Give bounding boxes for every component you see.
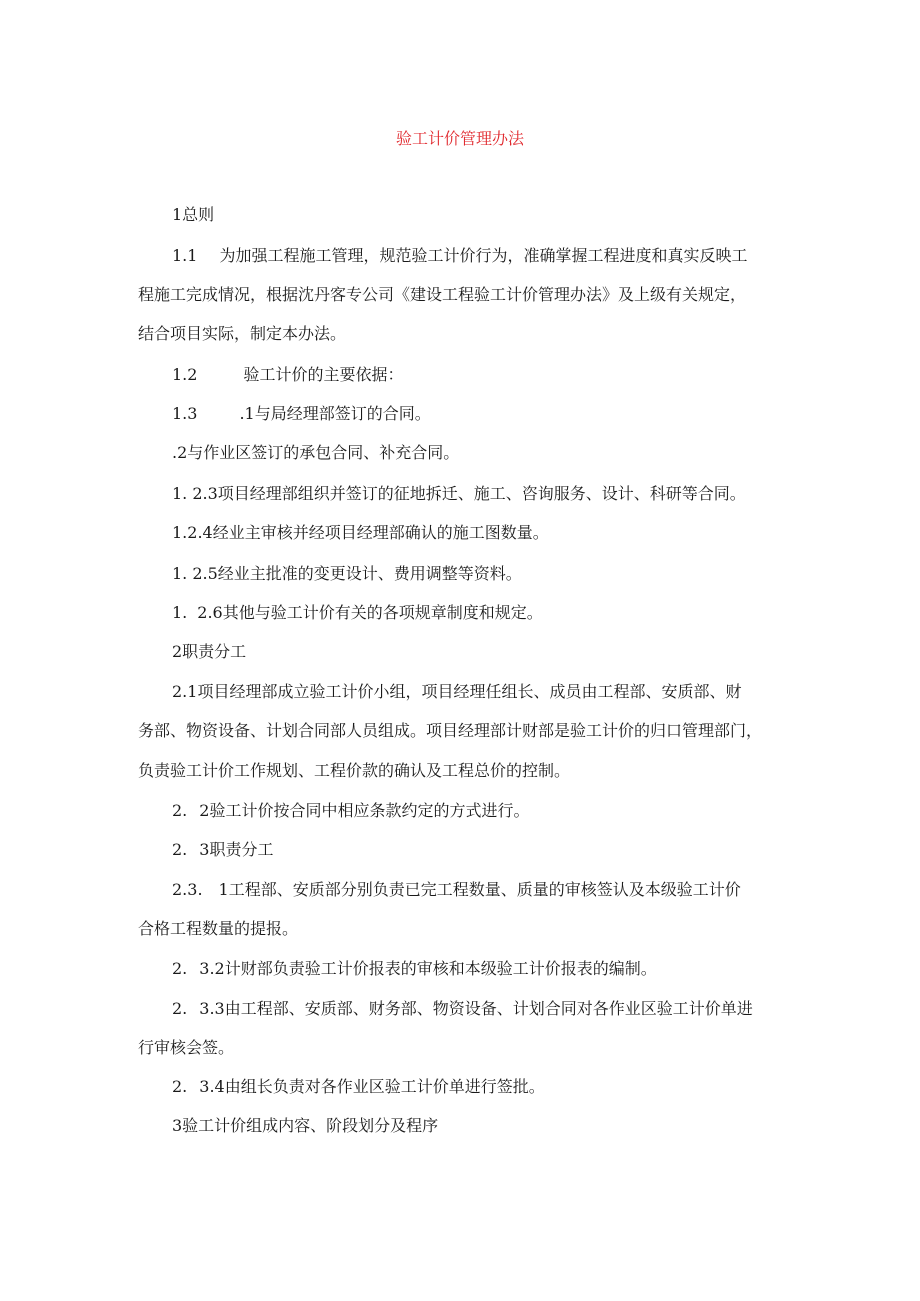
paragraph-2-3-2-number: 2. <box>172 959 188 978</box>
paragraph-2-2-text: 2验工计价按合同中相应条款约定的方式进行。 <box>199 801 530 820</box>
paragraph-2-3-4-number: 2. <box>172 1077 188 1096</box>
paragraph-2-3-4-text: 3.4由组长负责对各作业区验工计价单进行签批。 <box>199 1077 545 1096</box>
paragraph-1-1-line-2: 程施工完成情况，根据沈丹客专公司《建设工程验工计价管理办法》及上级有关规定， <box>138 285 747 304</box>
paragraph-2-3-number: 2. <box>172 840 188 859</box>
paragraph-1-2-6 <box>172 602 543 624</box>
paragraph-1-1-line-3: 结合项目实际，制定本办法。 <box>138 324 347 343</box>
paragraph-2-1-line-2: 务部、物资设备、计划合同部人员组成。项目经理部计财部是验工计价的归口管理部门， <box>138 721 763 740</box>
paragraph-1-1-line-1 <box>172 245 747 267</box>
paragraph-2-3-1-text: 1工程部、安质部分别负责已完工程数量、质量的审核签认及本级验工计价 <box>218 880 741 899</box>
paragraph-2-1-line-3: 负责验工计价工作规划、工程价款的确认及工程总价的控制。 <box>138 761 571 780</box>
paragraph-1-2 <box>172 364 403 386</box>
paragraph-2-2 <box>172 800 529 822</box>
paragraph-1-2-3: 1. 2.3项目经理部组织并签订的征地拆迁、施工、咨询服务、设计、科研等合同。 <box>172 484 746 503</box>
document-title: 验工计价管理办法 <box>395 129 524 148</box>
paragraph-item-2: .2与作业区签订的承包合同、补充合同。 <box>172 443 460 462</box>
paragraph-1-2-4: 1.2.4经业主审核并经项目经理部确认的施工图数量。 <box>172 523 549 542</box>
paragraph-1-2-text: 验工计价的主要依据： <box>243 365 404 384</box>
paragraph-1-2-number: 1.2 <box>172 365 198 384</box>
section-1-heading: 1总则 <box>172 205 215 224</box>
section-3-heading: 3验工计价组成内容、阶段划分及程序 <box>172 1116 439 1135</box>
paragraph-1-2-5: 1. 2.5经业主批准的变更设计、费用调整等资料。 <box>172 564 522 583</box>
paragraph-1-1-text: 为加强工程施工管理，规范验工计价行为，准确掌握工程进度和真实反映工 <box>219 246 748 265</box>
paragraph-2-2-number: 2. <box>172 801 188 820</box>
paragraph-2-3-2-text: 3.2计财部负责验工计价报表的审核和本级验工计价报表的编制。 <box>199 959 657 978</box>
paragraph-2-3-3-line-1 <box>172 998 753 1020</box>
paragraph-2-3-1-number: 2.3. <box>172 880 203 899</box>
paragraph-2-3-3-number: 2. <box>172 999 188 1018</box>
paragraph-1-2-6-text: 2.6其他与验工计价有关的各项规章制度和规定。 <box>197 603 543 622</box>
paragraph-1-1-number: 1.1 <box>172 246 198 265</box>
paragraph-2-3-3-line-2: 行审核会签。 <box>138 1038 235 1057</box>
paragraph-1-3-number: 1.3 <box>172 404 198 423</box>
section-2-heading: 2职责分工 <box>172 642 247 661</box>
paragraph-1-2-6-number: 1. <box>172 603 188 622</box>
paragraph-2-3-4 <box>172 1076 545 1098</box>
paragraph-1-3-text: .1与局经理部签订的合同。 <box>239 404 431 423</box>
paragraph-2-3-1-line-2: 合格工程数量的提报。 <box>138 919 299 938</box>
paragraph-2-1-line-1: 2.1项目经理部成立验工计价小组，项目经理任组长、成员由工程部、安质部、财 <box>172 682 742 701</box>
paragraph-1-3 <box>172 403 431 425</box>
paragraph-2-3-1-line-1 <box>172 879 741 901</box>
paragraph-2-3-2 <box>172 958 657 980</box>
paragraph-2-3-3-text: 3.3由工程部、安质部、财务部、物资设备、计划合同对各作业区验工计价单进 <box>199 999 753 1018</box>
paragraph-2-3 <box>172 839 273 861</box>
paragraph-2-3-text: 3职责分工 <box>199 840 274 859</box>
